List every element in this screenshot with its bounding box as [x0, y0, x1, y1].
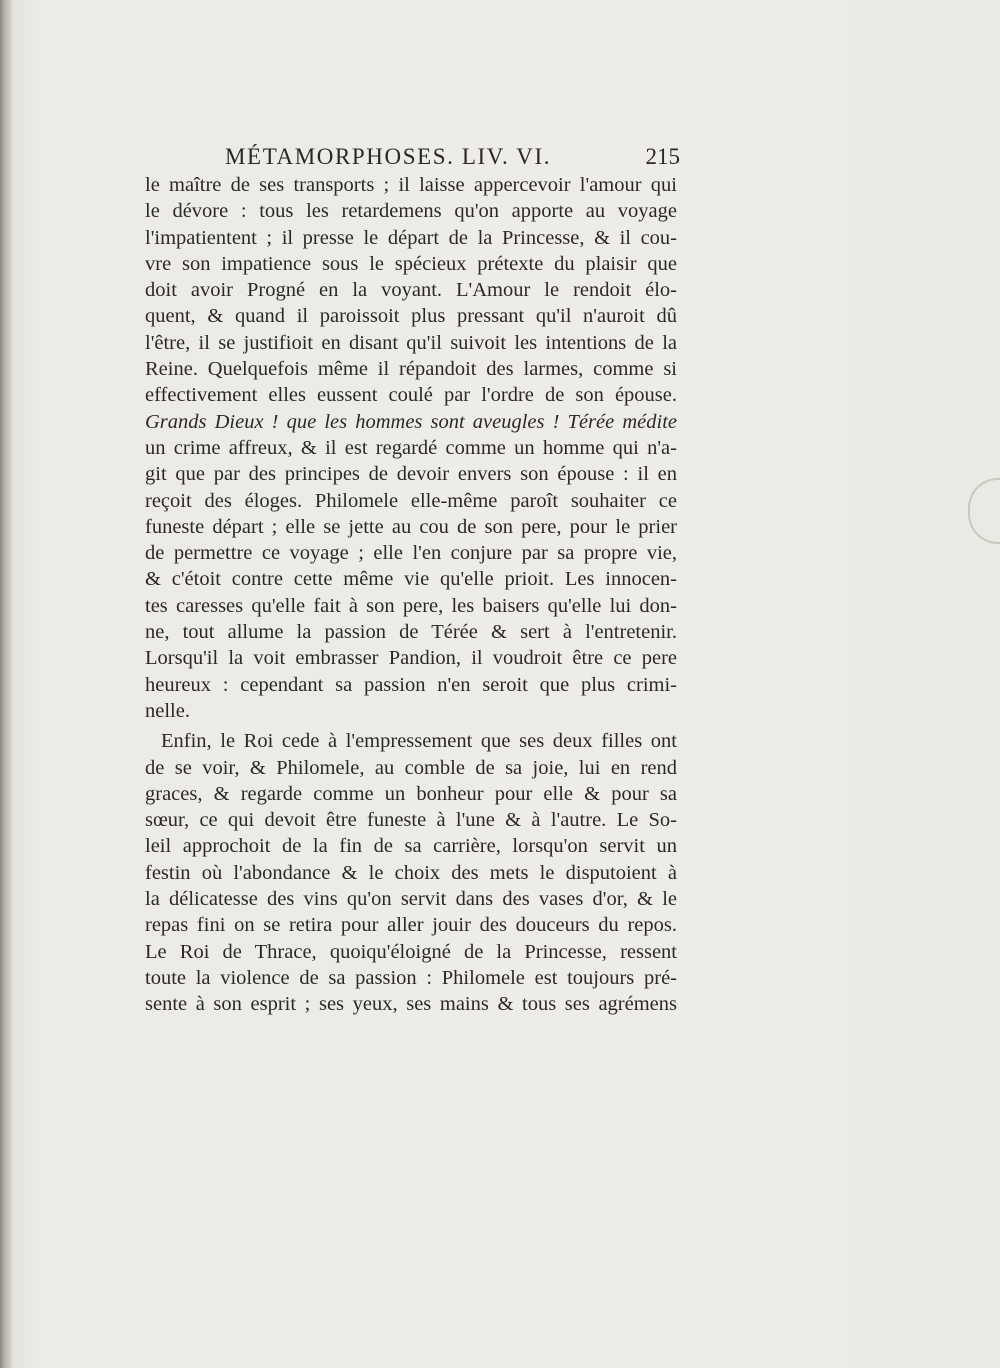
text-line: de permettre ce voyage ; elle l'en conjure par sa propre vie, — [145, 542, 677, 565]
text-line: git que par des principes de devoir envers son épouse : il en — [145, 463, 677, 486]
text-line: doit avoir Progné en la voyant. L'Amour le rendoit élo- — [145, 279, 677, 302]
text-line: festin où l'abondance & le choix des mets le disputoient à — [145, 861, 677, 884]
text-line: nelle. — [145, 699, 190, 722]
text-line: le dévore : tous les retardemens qu'on apporte au voyage — [145, 200, 677, 223]
text-line: sœur, ce qui devoit être funeste à l'une & à l'autre. Le So- — [145, 809, 677, 832]
text-line: l'impatientent ; il presse le départ de la Princesse, & il cou- — [145, 226, 677, 249]
page-tab-notch — [968, 478, 1000, 544]
text-line: graces, & regarde comme un bonheur pour elle & pour sa — [145, 782, 677, 805]
text-line: Reine. Quelquefois même il répandoit des larmes, comme si — [145, 358, 677, 381]
text-line: sente à son esprit ; ses yeux, ses mains & tous ses agrémens — [145, 993, 677, 1016]
text-line: l'être, il se justifioit en disant qu'il suivoit les intentions de la — [145, 331, 677, 354]
paragraph-2 — [145, 728, 677, 1017]
text-line: leil approchoit de la fin de sa carrière, lorsqu'on servit un — [145, 835, 677, 858]
text-line: reçoit des éloges. Philomele elle-même paroît souhaiter ce — [145, 489, 677, 512]
text-line: Le Roi de Thrace, quoiqu'éloigné de la Princesse, ressent — [145, 940, 677, 963]
paragraph-1 — [145, 172, 677, 724]
text-line: quent, & quand il paroissoit plus pressant qu'il n'auroit dû — [145, 305, 677, 328]
text-line: Enfin, le Roi cede à l'empressement que ses deux filles ont — [161, 730, 677, 753]
page-gutter-edge — [0, 0, 12, 1368]
text-line: effectivement elles eussent coulé par l'ordre de son épouse. — [145, 384, 677, 407]
text-line: repas fini on se retira pour aller jouir des douceurs du repos. — [145, 914, 677, 937]
text-line: vre son impatience sous le spécieux prétexte du plaisir que — [145, 252, 677, 275]
text-line: tes caresses qu'elle fait à son pere, les baisers qu'elle lui don- — [145, 594, 677, 617]
running-head — [225, 140, 680, 172]
text-line: de se voir, & Philomele, au comble de sa joie, lui en rend — [145, 756, 677, 779]
text-line: Lorsqu'il la voit embrasser Pandion, il voudroit être ce pere — [145, 647, 677, 670]
body-text — [145, 172, 677, 1018]
text-line: ne, tout allume la passion de Térée & sert à l'entretenir. — [145, 621, 677, 644]
text-line-italic: Grands Dieux ! que les hommes sont aveugles ! Térée médite — [145, 410, 677, 433]
running-head-title: MÉTAMORPHOSES. LIV. VI. — [225, 144, 552, 169]
text-line: funeste départ ; elle se jette au cou de son pere, pour le prier — [145, 515, 677, 538]
text-line: un crime affreux, & il est regardé comme un homme qui n'a- — [145, 436, 677, 459]
text-line: le maître de ses transports ; il laisse appercevoir l'amour qui — [145, 174, 677, 196]
text-line: & c'étoit contre cette même vie qu'elle prioit. Les innocen- — [145, 568, 677, 591]
page-number: 215 — [645, 144, 680, 169]
text-line: heureux : cependant sa passion n'en seroit que plus crimi- — [145, 673, 677, 696]
text-line: toute la violence de sa passion : Philomele est toujours pré- — [145, 966, 677, 989]
text-line: la délicatesse des vins qu'on servit dans des vases d'or, & le — [145, 888, 677, 911]
